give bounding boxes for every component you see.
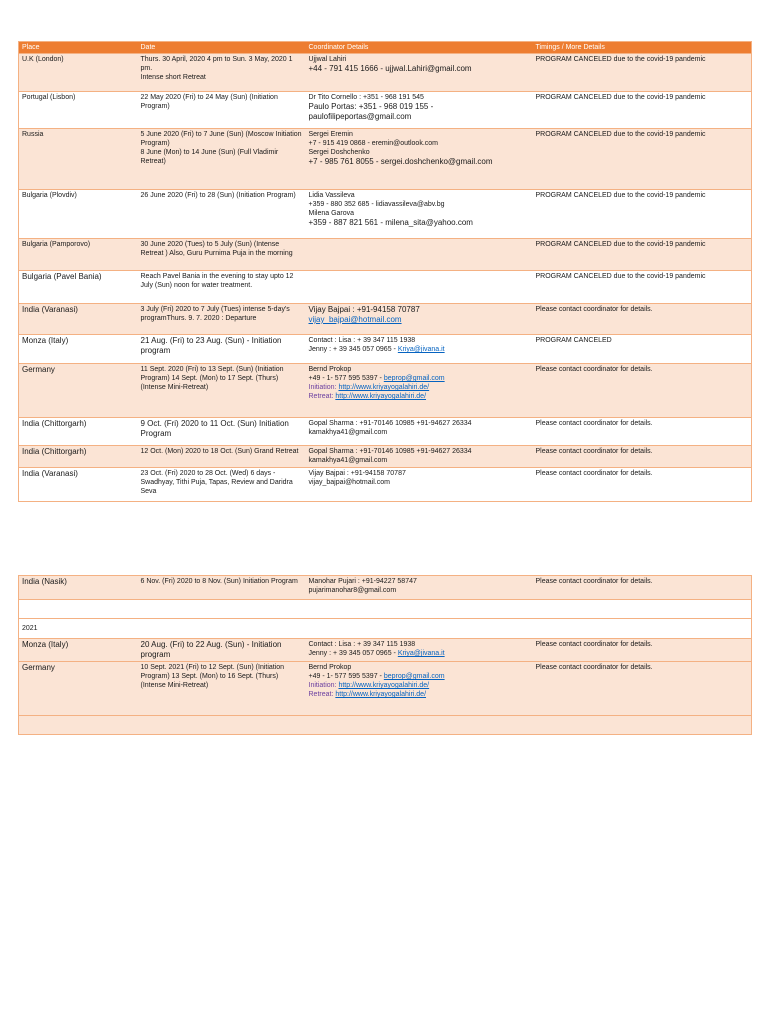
place-cell: Bulgaria (Pamporovo) [19,239,138,271]
date-cell: 21 Aug. (Fri) to 23 Aug. (Sun) - Initiation program [138,335,306,364]
table-row [19,304,752,335]
timing-cell: PROGRAM CANCELED due to the covid-19 pandemic [533,239,752,271]
coordinator-cell: Gopal Sharma : +91-70146 10985 +91-94627 26334 kamakhya41@gmail.com [306,446,533,468]
coordinator-cell: Vijay Bajpai : +91-94158 70787 vijay_bajpai@hotmail.com [306,304,533,335]
table-row [19,364,752,418]
email-link[interactable]: vijay_bajpai@hotmail.com [308,315,402,324]
timing-cell: Please contact coordinator for details. [533,468,752,502]
date-cell: 26 June 2020 (Fri) to 28 (Sun) (Initiation Program) [138,190,306,239]
email-link[interactable]: beprop@gmail.com [383,673,445,680]
table-row [19,190,752,239]
date-cell: 5 June 2020 (Fri) to 7 June (Sun) (Moscow Initiation Program) 8 June (Mon) to 14 June (Sun) (Full Vladimir Retreat) [138,129,306,190]
table-row [19,576,752,600]
table-row [19,446,752,468]
timing-cell: PROGRAM CANCELED [533,335,752,364]
website-link[interactable]: http://www.kriyayogalahiri.de/ [338,682,430,689]
place-cell: Monza (Italy) [19,639,138,662]
coordinator-cell: Contact : Lisa : + 39 347 115 1938 Jenny : + 39 345 057 0965 - Kriya@jivana.it [306,335,533,364]
date-cell: 10 Sept. 2021 (Fri) to 12 Sept. (Sun) (Initiation Program) 13 Sept. (Mon) to 16 Sept. (Thurs) (Intense Mini-Retreat) [138,662,306,716]
date-cell: 6 Nov. (Fri) 2020 to 8 Nov. (Sun) Initiation Program [138,576,306,600]
coordinator-cell: Sergei Eremin +7 - 915 419 0868 - eremin@outlook.com Sergei Doshchenko +7 - 985 761 8055 - sergei.doshchenko@gmail.com [306,129,533,190]
place-cell: Portugal (Lisbon) [19,92,138,129]
date-cell: Reach Pavel Bania in the evening to stay upto 12 July (Sun) noon for water treatment. [138,271,306,304]
coordinator-cell: Gopal Sharma : +91-70146 10985 +91-94627 26334 kamakhya41@gmail.com [306,418,533,446]
place-cell: Germany [19,364,138,418]
timing-cell: PROGRAM CANCELED due to the covid-19 pandemic [533,54,752,92]
table-row [19,468,752,502]
timing-cell: PROGRAM CANCELED due to the covid-19 pandemic [533,190,752,239]
website-link[interactable]: http://www.kriyayogalahiri.de/ [338,384,430,391]
place-cell: Bulgaria (Plovdiv) [19,190,138,239]
place-cell: India (Varanasi) [19,304,138,335]
table-row [19,129,752,190]
table-row [19,92,752,129]
table-row [19,639,752,662]
website-link[interactable]: http://www.kriyayogalahiri.de/ [335,393,427,400]
header-row [19,42,752,54]
website-link[interactable]: http://www.kriyayogalahiri.de/ [335,691,427,698]
coordinator-cell [306,239,533,271]
coordinator-cell [306,271,533,304]
table-row [19,662,752,716]
coordinator-cell: Bernd Prokop +49 - 1- 577 595 5397 - beprop@gmail.com Initiation: http://www.kriyayogalahiri.de/ Retreat: http://www.kriyayogalahiri.de/ [306,364,533,418]
date-cell: 3 July (Fri) 2020 to 7 July (Tues) intense 5-day's programThurs. 9. 7. 2020 : Departure [138,304,306,335]
table-row [19,335,752,364]
timing-cell: Please contact coordinator for details. [533,639,752,662]
date-cell: 22 May 2020 (Fri) to 24 May (Sun) (Initiation Program) [138,92,306,129]
timing-cell: PROGRAM CANCELED due to the covid-19 pandemic [533,129,752,190]
timing-cell: PROGRAM CANCELED due to the covid-19 pandemic [533,271,752,304]
coordinator-cell: Bernd Prokop +49 - 1- 577 595 5397 - beprop@gmail.com Initiation: http://www.kriyayogalahiri.de/ Retreat: http://www.kriyayogalahiri.de/ [306,662,533,716]
year-row [19,619,752,639]
date-cell: 30 June 2020 (Tues) to 5 July (Sun) (Intense Retreat ) Also, Guru Purnima Puja in the morning [138,239,306,271]
place-cell: U.K (London) [19,54,138,92]
coordinator-cell: Manohar Pujari : +91-94227 58747 pujarimanohar8@gmail.com [306,576,533,600]
place-cell: India (Chittorgarh) [19,446,138,468]
coordinator-cell: Dr Tito Cornello : +351 - 968 191 545 Paulo Portas: +351 - 968 019 155 - paulofilipeportas@gmail.com [306,92,533,129]
empty-row [19,600,752,619]
schedule-table-2020 [18,41,752,502]
date-cell: 11 Sept. 2020 (Fri) to 13 Sept. (Sun) (Initiation Program) 14 Sept. (Mon) to 17 Sept. (Thurs) (Intense Mini-Retreat) [138,364,306,418]
year-label: 2021 [19,619,138,639]
timing-cell: Please contact coordinator for details. [533,446,752,468]
empty-row [19,716,752,735]
table-row [19,54,752,92]
coordinator-cell: Contact : Lisa : + 39 347 115 1938 Jenny : + 39 345 057 0965 - Kriya@jivana.it [306,639,533,662]
header-coordinator: Coordinator Details [306,42,533,54]
place-cell: Russia [19,129,138,190]
timing-cell: Please contact coordinator for details. [533,576,752,600]
timing-cell: PROGRAM CANCELED due to the covid-19 pandemic [533,92,752,129]
header-date: Date [138,42,306,54]
date-cell: 12 Oct. (Mon) 2020 to 18 Oct. (Sun) Grand Retreat [138,446,306,468]
header-timings: Timings / More Details [533,42,752,54]
email-link[interactable]: Kriya@jivana.it [397,346,445,353]
date-cell: 23 Oct. (Fri) 2020 to 28 Oct. (Wed) 6 days - Swadhyay, Tithi Puja, Tapas, Review and Daridra Seva [138,468,306,502]
header-place: Place [19,42,138,54]
table-row [19,239,752,271]
timing-cell: Please contact coordinator for details. [533,364,752,418]
date-cell: 9 Oct. (Fri) 2020 to 11 Oct. (Sun) Initiation Program [138,418,306,446]
date-cell: 20 Aug. (Fri) to 22 Aug. (Sun) - Initiation program [138,639,306,662]
place-cell: Monza (Italy) [19,335,138,364]
email-link[interactable]: Kriya@jivana.it [397,650,445,657]
coordinator-cell: Lidia Vassileva +359 - 880 352 685 - lidiavassileva@abv.bg Milena Garova +359 - 887 821 561 - milena_sita@yahoo.com [306,190,533,239]
date-cell: Thurs. 30 April, 2020 4 pm to Sun. 3 May, 2020 1 pm. Intense short Retreat [138,54,306,92]
table-row [19,271,752,304]
place-cell: India (Varanasi) [19,468,138,502]
table-row [19,418,752,446]
email-link[interactable]: beprop@gmail.com [383,375,445,382]
place-cell: Bulgaria (Pavel Bania) [19,271,138,304]
timing-cell: Please contact coordinator for details. [533,418,752,446]
timing-cell: Please contact coordinator for details. [533,304,752,335]
place-cell: India (Nasik) [19,576,138,600]
place-cell: India (Chittorgarh) [19,418,138,446]
coordinator-cell: Ujjwal Lahiri +44 - 791 415 1666 - ujjwal.Lahiri@gmail.com [306,54,533,92]
timing-cell: Please contact coordinator for details. [533,662,752,716]
schedule-table-continued [18,575,752,735]
place-cell: Germany [19,662,138,716]
coordinator-cell: Vijay Bajpai : +91-94158 70787 vijay_bajpai@hotmail.com [306,468,533,502]
